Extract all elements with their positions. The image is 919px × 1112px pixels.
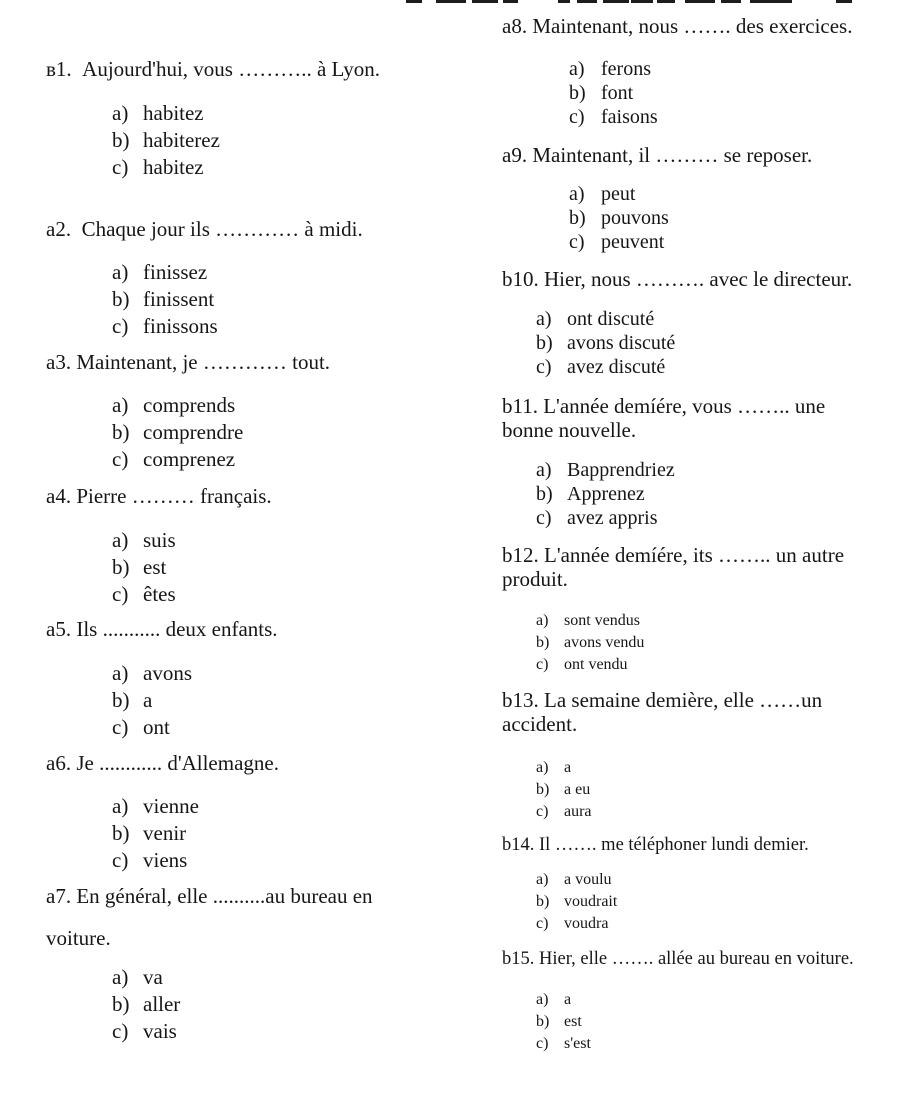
option-letter: c) [536, 356, 552, 378]
option-letter: c) [536, 507, 552, 529]
option-row [46, 660, 278, 687]
question-text: a2. Chaque jour ils ………… à midi. [46, 217, 363, 241]
question-block-a4 [46, 483, 272, 608]
options-list [502, 182, 812, 254]
option-row [502, 307, 852, 331]
option-letter: a) [536, 459, 552, 481]
question-block-a6 [46, 750, 279, 874]
option-letter: c) [112, 447, 129, 471]
option-row [502, 506, 825, 530]
option-letter: b) [112, 992, 130, 1016]
option-row [502, 1011, 854, 1033]
option-row [46, 847, 279, 874]
option-letter: b) [569, 82, 586, 104]
option-row [502, 779, 822, 801]
option-letter: b) [112, 420, 130, 444]
question-text: b11. L'année demíére, vous …….. une [502, 394, 826, 418]
option-letter: b) [536, 483, 553, 505]
fragment-bar [685, 0, 715, 3]
question-text: b13. La semaine demière, elle ……un [502, 688, 823, 712]
option-row [46, 100, 380, 127]
option-letter: c) [536, 1035, 549, 1052]
option-text: avez discuté [567, 356, 666, 378]
option-letter: c) [112, 715, 129, 739]
question-text: voiture. [46, 926, 111, 950]
option-row [46, 687, 278, 714]
question-block-a5 [46, 616, 278, 741]
option-row [502, 230, 812, 254]
option-text: faisons [601, 106, 658, 128]
option-text: finissons [143, 314, 218, 338]
option-row [502, 482, 825, 506]
option-letter: b) [112, 128, 130, 152]
option-text: Apprenez [567, 483, 645, 505]
option-row [502, 458, 825, 482]
question-text: b10. Hier, nous ………. avec le directeur. [502, 267, 853, 291]
options-list [502, 57, 852, 129]
option-row [46, 793, 279, 820]
option-row [502, 632, 844, 654]
options-list [502, 757, 822, 823]
question-text: a6. Je ............ d'Allemagne. [46, 751, 279, 775]
options-list [502, 307, 852, 379]
option-letter: c) [112, 848, 129, 872]
option-row [46, 154, 380, 181]
option-text: a [564, 991, 572, 1008]
option-text: venir [143, 821, 187, 845]
option-letter: c) [536, 656, 549, 673]
option-row [502, 182, 812, 206]
option-text: êtes [143, 582, 176, 606]
option-letter: a) [112, 260, 129, 284]
option-text: ont [143, 715, 170, 739]
option-text: a [143, 688, 153, 712]
option-letter: b) [536, 634, 550, 651]
option-text: a voulu [564, 871, 612, 888]
option-row [502, 1033, 854, 1055]
question-text: a4. Pierre ……… français. [46, 484, 272, 508]
option-row [502, 757, 822, 779]
question-text: a7. En général, elle ..........au bureau en [46, 884, 373, 908]
option-letter: c) [536, 803, 549, 820]
options-list [502, 869, 809, 935]
options-list [46, 259, 363, 340]
option-letter: b) [569, 207, 586, 229]
option-text: sont vendus [564, 612, 640, 629]
option-text: suis [143, 528, 176, 552]
option-text: a eu [564, 781, 591, 798]
option-text: avons vendu [564, 634, 645, 651]
option-letter: a) [112, 794, 129, 818]
options-list [46, 392, 330, 473]
option-row [46, 392, 330, 419]
option-text: pouvons [601, 207, 669, 229]
fragment-bar [577, 0, 597, 3]
option-letter: a) [112, 101, 129, 125]
option-text: font [601, 82, 634, 104]
option-row [46, 419, 330, 446]
option-letter: c) [569, 106, 585, 128]
option-row [502, 989, 854, 1011]
option-letter: a) [112, 661, 129, 685]
question-block-a7 [46, 883, 373, 1045]
option-row [502, 206, 812, 230]
option-letter: a) [569, 58, 585, 80]
option-row [46, 714, 278, 741]
option-text: vienne [143, 794, 199, 818]
question-block-a2 [46, 216, 363, 340]
fragment-bar [558, 0, 570, 3]
option-letter: c) [569, 231, 585, 253]
option-text: ont discuté [567, 308, 655, 330]
question-text: в1. Aujourd'hui, vous ……….. à Lyon. [46, 57, 380, 81]
option-row [46, 259, 363, 286]
option-letter: c) [112, 1019, 129, 1043]
option-text: ferons [601, 58, 651, 80]
question-block-v1 [46, 56, 380, 181]
options-list [502, 610, 844, 676]
option-letter: a) [112, 528, 129, 552]
question-text: b15. Hier, elle ……. allée au bureau en voiture. [502, 949, 854, 969]
option-text: vais [143, 1019, 177, 1043]
option-text: s'est [564, 1035, 591, 1052]
option-text: comprendre [143, 420, 244, 444]
option-text: voudra [564, 915, 609, 932]
options-list [46, 100, 380, 181]
option-letter: c) [112, 582, 129, 606]
option-row [502, 654, 844, 676]
question-text: accident. [502, 712, 578, 736]
option-row [46, 554, 272, 581]
option-text: est [143, 555, 167, 579]
option-text: peuvent [601, 231, 665, 253]
option-row [46, 991, 373, 1018]
question-text: a5. Ils ........... deux enfants. [46, 617, 278, 641]
option-letter: a) [536, 612, 549, 629]
option-text: viens [143, 848, 188, 872]
option-text: habitez [143, 155, 204, 179]
option-row [46, 527, 272, 554]
option-row [502, 331, 852, 355]
option-letter: c) [536, 915, 549, 932]
option-letter: c) [112, 155, 129, 179]
option-text: finissez [143, 260, 208, 284]
option-text: a [564, 759, 572, 776]
option-row [502, 105, 852, 129]
option-letter: c) [112, 314, 129, 338]
question-text: a9. Maintenant, il ……… se reposer. [502, 143, 813, 167]
options-list [46, 527, 272, 608]
option-letter: b) [536, 1013, 550, 1030]
option-row [46, 964, 373, 991]
options-list [46, 793, 279, 874]
option-letter: a) [536, 759, 549, 776]
option-letter: a) [112, 965, 129, 989]
options-list [46, 964, 373, 1045]
question-text: b14. Il ……. me téléphoner lundi demier. [502, 835, 809, 855]
question-block-a9 [502, 143, 812, 254]
options-list [502, 989, 854, 1055]
option-letter: a) [536, 991, 549, 1008]
question-block-a8 [502, 14, 852, 129]
option-letter: a) [536, 308, 552, 330]
option-text: aura [564, 803, 592, 820]
fragment-bar [503, 0, 518, 3]
question-text: bonne nouvelle. [502, 418, 637, 442]
fragment-bar [721, 0, 741, 3]
option-text: peut [601, 183, 636, 205]
option-text: comprenez [143, 447, 236, 471]
option-row [46, 127, 380, 154]
option-row [46, 820, 279, 847]
option-letter: b) [536, 332, 553, 354]
option-row [46, 581, 272, 608]
question-block-b10 [502, 267, 852, 379]
option-text: comprends [143, 393, 236, 417]
options-list [46, 660, 278, 741]
option-letter: b) [112, 821, 130, 845]
question-text: b12. L'année demíére, its …….. un autre [502, 543, 845, 567]
fragment-bar [657, 0, 675, 3]
option-letter: a) [536, 871, 549, 888]
option-row [502, 355, 852, 379]
fragment-bar [436, 0, 466, 3]
question-text: a3. Maintenant, je ………… tout. [46, 350, 331, 374]
option-letter: b) [536, 781, 550, 798]
question-text: a8. Maintenant, nous ……. des exercices. [502, 14, 853, 38]
question-block-b11 [502, 394, 825, 530]
option-row [46, 446, 330, 473]
question-block-b14 [502, 834, 809, 935]
option-letter: b) [536, 893, 550, 910]
fragment-bar [406, 0, 422, 3]
option-text: va [143, 965, 163, 989]
fragment-bar [750, 0, 792, 3]
option-text: finissent [143, 287, 215, 311]
option-row [502, 913, 809, 935]
option-text: Bapprendriez [567, 459, 675, 481]
question-block-b15 [502, 948, 854, 1055]
option-text: habitez [143, 101, 204, 125]
option-row [502, 801, 822, 823]
option-text: est [564, 1013, 582, 1030]
option-row [502, 57, 852, 81]
fragment-bar [472, 0, 498, 3]
fragment-bar [603, 0, 629, 3]
option-letter: a) [112, 393, 129, 417]
fragment-bar [631, 0, 653, 3]
option-letter: b) [112, 688, 130, 712]
option-text: habiterez [143, 128, 220, 152]
option-row [46, 1018, 373, 1045]
option-letter: b) [112, 287, 130, 311]
option-row [502, 891, 809, 913]
option-text: voudrait [564, 893, 618, 910]
option-text: aller [143, 992, 181, 1016]
option-row [46, 286, 363, 313]
cropped-text-fragment [0, 0, 919, 4]
option-text: avons discuté [567, 332, 676, 354]
fragment-bar [836, 0, 852, 3]
question-block-a3 [46, 349, 330, 473]
option-row [502, 81, 852, 105]
question-block-b13 [502, 688, 822, 823]
option-row [502, 869, 809, 891]
options-list [502, 458, 825, 530]
option-text: avez appris [567, 507, 658, 529]
option-text: ont vendu [564, 656, 628, 673]
option-text: avons [143, 661, 192, 685]
option-row [46, 313, 363, 340]
option-letter: b) [112, 555, 130, 579]
option-letter: a) [569, 183, 585, 205]
question-text: produit. [502, 567, 568, 591]
question-block-b12 [502, 543, 844, 676]
option-row [502, 610, 844, 632]
